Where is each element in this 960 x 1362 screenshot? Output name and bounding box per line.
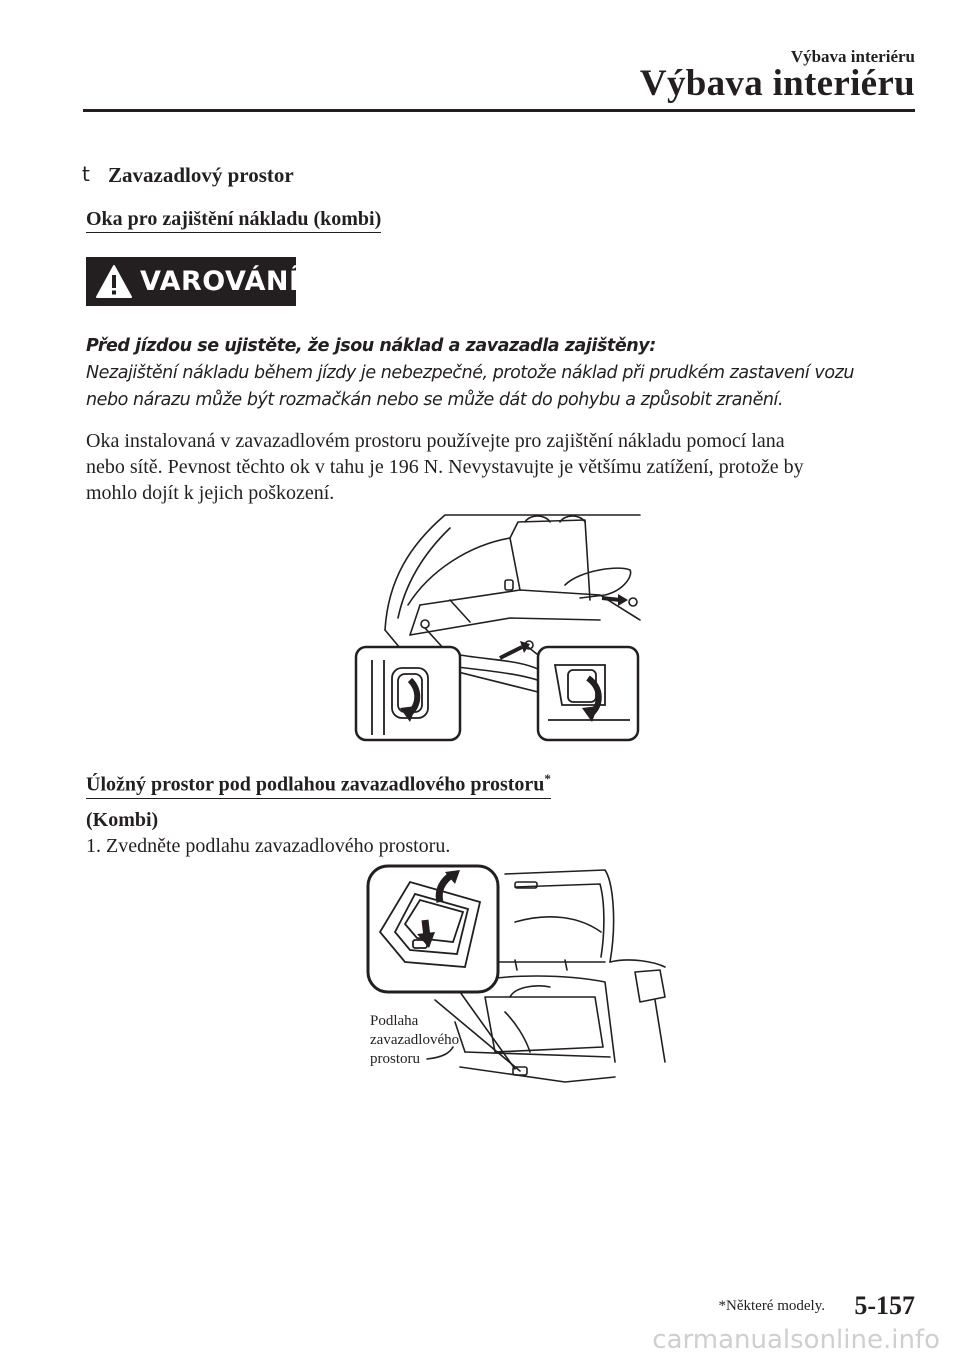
cargo-hooks-illustration <box>350 510 650 745</box>
callout-line-2: zavazadlového <box>370 1032 460 1048</box>
underfloor-heading-text: Úložný prostor pod podlahou zavazadlového prostoru <box>86 773 545 796</box>
body-line-2: nebo sítě. Pevnost těchto ok v tahu je 196 N. Nevystavujte je většímu zatížení, protože by <box>86 456 804 478</box>
running-header: Výbava interiéru <box>790 47 915 66</box>
watermark: carmanualsonline.info <box>652 1325 940 1355</box>
step-1: 1. Zvedněte podlahu zavazadlového prostoru. <box>86 835 451 857</box>
warning-bold-line: Před jízdou se ujistěte, že jsou náklad a zavazadla zajištěny: <box>86 336 656 356</box>
body-line-1: Oka instalovaná v zavazadlovém prostoru používejte pro zajištění nákladu pomocí lana <box>86 430 785 452</box>
warning-label <box>86 257 300 306</box>
warning-triangle-icon <box>94 262 134 302</box>
footnote: *Některé modely. <box>718 1298 825 1314</box>
warning-line-2: nebo nárazu může být rozmačkán nebo se může dát do pohybu a způsobit zranění. <box>86 390 784 410</box>
underfloor-heading <box>86 767 551 799</box>
page-number: 5-157 <box>854 1291 915 1320</box>
model-note-mark: * <box>544 771 551 786</box>
warning-line-1: Nezajištění nákladu během jízdy je nebezpečné, protože náklad při prudkém zastavení vozu <box>86 363 854 383</box>
cargo-hooks-heading: Oka pro zajištění nákladu (kombi) <box>86 207 381 233</box>
section-title: Zavazadlový prostor <box>108 163 294 187</box>
header-rule <box>83 109 915 112</box>
callout-line-3: prostoru <box>370 1051 420 1067</box>
callout-line-1: Podlaha <box>370 1013 419 1029</box>
section-marker-icon: t <box>82 162 90 186</box>
variant-label: (Kombi) <box>86 809 159 831</box>
chapter-title: Výbava interiéru <box>639 63 915 104</box>
body-line-3: mohlo dojít k jejich poškození. <box>86 482 335 504</box>
warning-label-text: VAROVÁNÍ <box>140 266 300 297</box>
